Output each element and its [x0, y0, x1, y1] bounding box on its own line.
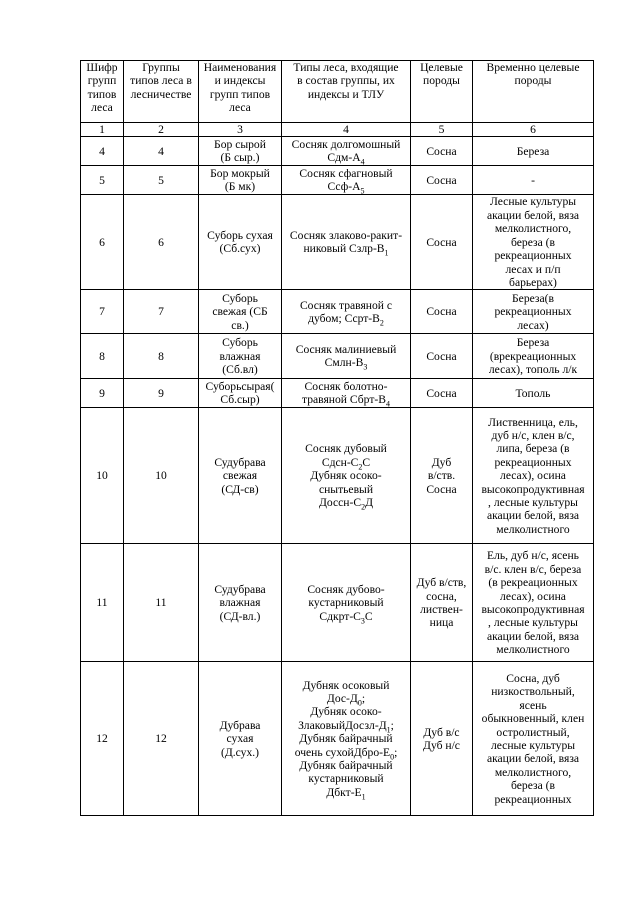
- cell-group: 6: [124, 195, 199, 290]
- cell-name: Бор сырой (Б сыр.): [199, 137, 282, 166]
- index-subscript: 1: [386, 725, 391, 735]
- cell-group: 9: [124, 379, 199, 408]
- cell-types: [282, 166, 411, 195]
- forest-groups-table: [80, 60, 594, 816]
- cell-target: Дуб в/ств. Сосна: [411, 408, 473, 544]
- cell-target: Сосна: [411, 195, 473, 290]
- cell-target: Сосна: [411, 334, 473, 379]
- cell-temporary: Ель, дуб н/с, ясень в/с. клен в/с, береза (в рекреационных лесах), осина высокопродуктивная , лесные культуры акации белой, вяза мелколистного: [473, 544, 594, 662]
- cell-types: [282, 334, 411, 379]
- cell-group: 8: [124, 334, 199, 379]
- cell-types: [282, 408, 411, 544]
- cell-group: 12: [124, 662, 199, 816]
- cell-types: [282, 379, 411, 408]
- cell-code: 9: [81, 379, 124, 408]
- cell-name: Суборь сухая (Сб.сух): [199, 195, 282, 290]
- table-row: [81, 662, 594, 816]
- cell-target: Дуб в/ств, сосна, листвен- ница: [411, 544, 473, 662]
- cell-temporary: Береза(в рекреационных лесах): [473, 290, 594, 334]
- index-subscript: 4: [386, 399, 390, 408]
- type-text: Сосняк малиниевый Смлн-В: [295, 343, 397, 370]
- type-text: Сосняк болотно- травяной Сбрт-В: [302, 380, 388, 407]
- type-text: ; Дубняк байрачный кустарниковый Дбкт-Е: [299, 745, 398, 799]
- cell-name: Дубрава сухая (Д.сух.): [199, 662, 282, 816]
- header-group: Группы типов леса в лесничестве: [124, 61, 199, 123]
- type-text: Сосняк дубово- кустарниковый Сдкрт-С: [307, 582, 385, 623]
- index-subscript: 2: [361, 502, 366, 512]
- cell-code: 6: [81, 195, 124, 290]
- cell-temporary: Тополь: [473, 379, 594, 408]
- column-number: 5: [411, 123, 473, 137]
- cell-group: 5: [124, 166, 199, 195]
- cell-target: Сосна: [411, 137, 473, 166]
- table-row: [81, 408, 594, 544]
- cell-target: Дуб в/с Дуб н/с: [411, 662, 473, 816]
- cell-temporary: Береза: [473, 137, 594, 166]
- cell-code: 5: [81, 166, 124, 195]
- type-text: Сосняк дубовый Сдсн-С: [305, 442, 387, 469]
- column-number: 2: [124, 123, 199, 137]
- cell-temporary: Лесные культуры акации белой, вяза мелколистного, береза (в рекреационных лесах и п/п барьерах): [473, 195, 594, 290]
- header-code: Шифр групп типов леса: [81, 61, 124, 123]
- header-row: [81, 61, 594, 123]
- type-text: Сосняк злаково-ракит- никовый Сзлр-В: [289, 229, 403, 256]
- cell-group: 4: [124, 137, 199, 166]
- table-row: [81, 137, 594, 166]
- cell-code: 8: [81, 334, 124, 379]
- cell-target: Сосна: [411, 166, 473, 195]
- cell-name: Суборь влажная (Сб.вл): [199, 334, 282, 379]
- index-subscript: 2: [358, 462, 363, 472]
- table-row: [81, 544, 594, 662]
- type-text: Сосняк сфагновый Ссф-А: [299, 167, 393, 194]
- column-number: 1: [81, 123, 124, 137]
- header-target: Целевые породы: [411, 61, 473, 123]
- cell-code: 12: [81, 662, 124, 816]
- index-subscript: 1: [384, 248, 389, 258]
- column-number: 6: [473, 123, 594, 137]
- cell-group: 10: [124, 408, 199, 544]
- index-subscript: 3: [360, 615, 365, 625]
- table-row: [81, 379, 594, 408]
- column-number: 3: [199, 123, 282, 137]
- cell-name: Судубрава влажная (СД-вл.): [199, 544, 282, 662]
- table-row: [81, 166, 594, 195]
- table-body: [81, 137, 594, 816]
- header-temporary: Временно целевые породы: [473, 61, 594, 123]
- type-text: Дубняк осоковый Дос-Д: [302, 678, 390, 705]
- cell-target: Сосна: [411, 290, 473, 334]
- type-text: С Дубняк осоко- снытьевый Доссн-С: [310, 455, 382, 510]
- cell-types: [282, 662, 411, 816]
- table-row: [81, 334, 594, 379]
- cell-name: Судубрава свежая (СД-св): [199, 408, 282, 544]
- header-types: Типы леса, входящие в состав группы, их индексы и ТЛУ: [282, 61, 411, 123]
- cell-temporary: -: [473, 166, 594, 195]
- column-number-row: [81, 123, 594, 137]
- cell-code: 4: [81, 137, 124, 166]
- table-row: [81, 195, 594, 290]
- cell-types: [282, 290, 411, 334]
- type-text: Сосняк долгомошный Сдм-А: [291, 138, 401, 165]
- cell-types: [282, 544, 411, 662]
- cell-temporary: Сосна, дуб низкоствольный, ясень обыкновенный, клен остролистный, лесные культуры акации белой, вяза мелколистного, береза (в рекреационных: [473, 662, 594, 816]
- cell-types: [282, 195, 411, 290]
- cell-name: Суборь свежая (СБ св.): [199, 290, 282, 334]
- type-text: ; Дубняк осоко- ЗлаковыйДосзл-Д: [298, 691, 387, 732]
- index-subscript: 3: [363, 362, 368, 372]
- type-text: ; Дубняк байрачный очень сухойДбро-Е: [294, 718, 394, 759]
- index-subscript: 2: [379, 318, 384, 328]
- table-row: [81, 290, 594, 334]
- type-text: Сосняк травяной с дубом; Ссрт-В: [299, 298, 393, 325]
- cell-code: 7: [81, 290, 124, 334]
- cell-group: 7: [124, 290, 199, 334]
- index-subscript: 1: [361, 792, 366, 802]
- cell-temporary: Береза (врекреационных лесах), тополь л/к: [473, 334, 594, 379]
- cell-group: 11: [124, 544, 199, 662]
- header-name: Наименования и индексы групп типов леса: [199, 61, 282, 123]
- cell-code: 11: [81, 544, 124, 662]
- index-subscript: 0: [390, 751, 395, 761]
- index-subscript: 5: [360, 186, 365, 195]
- cell-name: Бор мокрый (Б мк): [199, 166, 282, 195]
- index-subscript: 0: [357, 698, 362, 708]
- type-text: С: [364, 609, 373, 623]
- cell-target: Сосна: [411, 379, 473, 408]
- column-number: 4: [282, 123, 411, 137]
- cell-code: 10: [81, 408, 124, 544]
- cell-name: Суборьсырая( Сб.сыр): [199, 379, 282, 408]
- index-subscript: 4: [360, 157, 365, 166]
- type-text: Д: [365, 496, 373, 510]
- cell-types: [282, 137, 411, 166]
- cell-temporary: Лиственница, ель, дуб н/с, клен в/с, липа, береза (в рекреационных лесах), осина высокопродуктивная , лесные культуры акации белой, вяза мелколистного: [473, 408, 594, 544]
